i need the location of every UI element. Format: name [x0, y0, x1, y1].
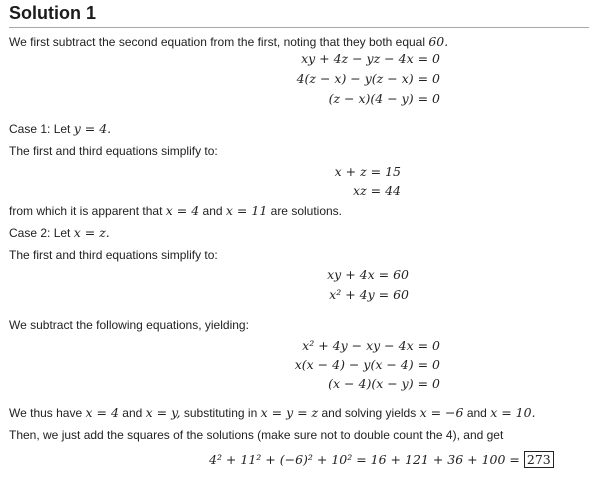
answer-box: 273	[524, 451, 554, 468]
heading-rule	[9, 27, 589, 28]
thus-text-2: and	[122, 406, 143, 420]
case1-eq-2: xz = 44	[353, 183, 401, 198]
case1-label: Case 1: Let	[9, 122, 71, 136]
case2-system-line-1: x² + 4y − xy − 4x = 0	[302, 338, 440, 353]
case1-solution-2: x = 11	[225, 203, 268, 218]
case1-conclusion-text-1: from which it is apparent that	[9, 204, 163, 218]
case2-system-line-3: (x − 4)(x − y) = 0	[328, 376, 440, 391]
final-paragraph: Then, we just add the squares of the solutions (make sure not to double count the 4), and get	[9, 428, 504, 442]
final-equation	[209, 452, 554, 467]
case1-conclusion-text-2: and	[202, 204, 223, 218]
intro-text: We first subtract the second equation from the first, noting that they both equal	[9, 35, 426, 49]
intro-paragraph	[9, 34, 448, 49]
case2-system-line-2: x(x − 4) − y(x − 4) = 0	[294, 357, 440, 372]
case2-subtract-text: We subtract the following equations, yielding:	[9, 318, 249, 332]
case2-label: Case 2: Let	[9, 226, 71, 240]
case2-simplify-text: The first and third equations simplify to:	[9, 248, 218, 262]
case1-conclusion	[9, 203, 342, 218]
thus-math-2: x = y,	[145, 405, 181, 420]
case1-conclusion-text-3: are solutions.	[270, 204, 343, 218]
thus-math-1: x = 4	[85, 405, 119, 420]
case2-eq-1: xy + 4x = 60	[327, 267, 409, 282]
intro-value: 60.	[428, 34, 449, 49]
thus-text-1: We thus have	[9, 406, 83, 420]
thus-text-4: and solving yields	[321, 406, 417, 420]
case1-condition: y = 4.	[73, 121, 112, 136]
case1-solution-1: x = 4	[165, 203, 200, 218]
thus-paragraph	[9, 405, 536, 420]
thus-text-3: substituting in	[183, 406, 258, 420]
thus-math-3: x = y = z	[260, 405, 319, 420]
thus-math-5: x = 10.	[490, 405, 536, 420]
system1-line-1: xy + 4z − yz − 4x = 0	[301, 51, 440, 66]
section-heading: Solution 1	[9, 3, 96, 23]
case1-simplify-text: The first and third equations simplify to:	[9, 144, 218, 158]
case2-heading	[9, 225, 110, 240]
case1-eq-1: x + z = 15	[334, 164, 401, 179]
thus-math-4: x = −6	[419, 405, 464, 420]
system1-line-3: (z − x)(4 − y) = 0	[328, 91, 440, 106]
case2-eq-2: x² + 4y = 60	[329, 287, 409, 302]
final-equation-expression: 4² + 11² + (−6)² + 10² = 16 + 121 + 36 + 100 =	[209, 452, 520, 467]
thus-text-5: and	[466, 406, 487, 420]
case2-condition: x = z.	[73, 225, 110, 240]
case1-heading	[9, 121, 111, 136]
system1-line-2: 4(z − x) − y(z − x) = 0	[296, 71, 440, 86]
